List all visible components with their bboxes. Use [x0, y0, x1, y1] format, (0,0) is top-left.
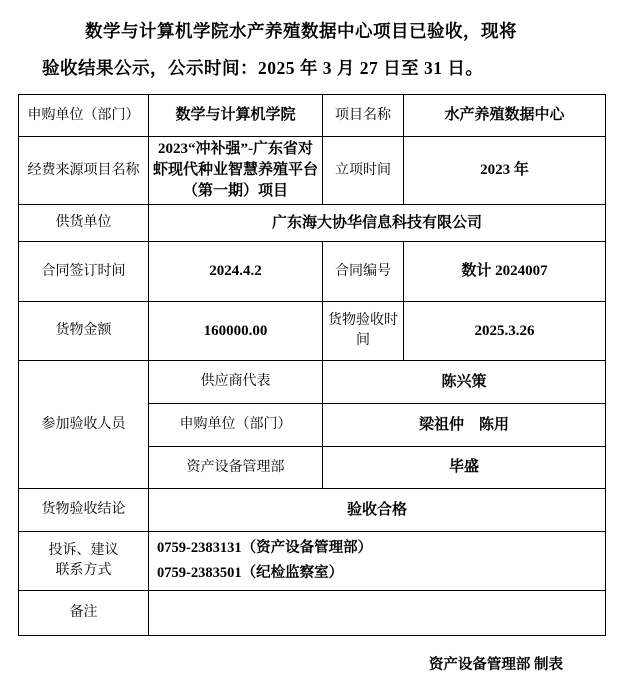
remark-label: 备注	[19, 591, 149, 636]
goods-amount-value: 160000.00	[149, 302, 323, 361]
notice-header-line2: 验收结果公示，公示时间：2025 年 3 月 27 日至 31 日。	[42, 58, 484, 78]
goods-acceptance-time-label: 货物验收时间	[323, 302, 404, 361]
fund-source-value: 2023“冲补强”-广东省对虾现代种业智慧养殖平台（第一期）项目	[149, 137, 323, 205]
complaint-contact-label-line2: 联系方式	[55, 563, 112, 578]
supplier-rep-value: 陈兴策	[323, 361, 606, 404]
table-row	[19, 205, 606, 242]
complaint-contact-value	[149, 532, 606, 591]
supplier-label: 供货单位	[19, 205, 149, 242]
table-row	[19, 302, 606, 361]
table-row	[19, 591, 606, 636]
acceptance-conclusion-label: 货物验收结论	[19, 489, 149, 532]
participants-label: 参加验收人员	[19, 361, 149, 489]
complaint-phone-line2: 0759-2383501（纪检监察室）	[157, 565, 344, 581]
complaint-contact-label-line1: 投诉、建议	[48, 543, 119, 558]
complaint-contact-label	[19, 532, 149, 591]
table-row	[19, 242, 606, 302]
goods-amount-label: 货物金额	[19, 302, 149, 361]
supplier-value: 广东海大协华信息科技有限公司	[149, 205, 606, 242]
table-row	[19, 489, 606, 532]
remark-value	[149, 591, 606, 636]
purchase-dept-rep-value: 梁祖仲 陈用	[323, 404, 606, 447]
document-page	[0, 13, 623, 675]
complaint-phone-line1: 0759-2383131（资产设备管理部）	[157, 540, 373, 556]
approval-time-value: 2023 年	[404, 137, 606, 205]
table-row	[19, 532, 606, 591]
project-name-label: 项目名称	[323, 95, 404, 137]
purchase-dept-rep-label: 申购单位（部门）	[149, 404, 323, 447]
project-name-value: 水产养殖数据中心	[404, 95, 606, 137]
table-maker-signature: 资产设备管理部 制表	[428, 657, 563, 673]
purchase-unit-value: 数学与计算机学院	[149, 95, 323, 137]
goods-acceptance-time-value: 2025.3.26	[404, 302, 606, 361]
purchase-unit-label: 申购单位（部门）	[19, 95, 149, 137]
asset-dept-rep-value: 毕盛	[323, 447, 606, 489]
approval-time-label: 立项时间	[323, 137, 404, 205]
notice-header-line1: 数学与计算机学院水产养殖数据中心项目已验收，现将	[85, 21, 517, 41]
table-row	[19, 361, 606, 404]
table-row	[19, 95, 606, 137]
fund-source-label: 经费来源项目名称	[19, 137, 149, 205]
asset-dept-rep-label: 资产设备管理部	[149, 447, 323, 489]
table-row	[19, 137, 606, 205]
contract-number-value: 数计 2024007	[404, 242, 606, 302]
contract-sign-time-value: 2024.4.2	[149, 242, 323, 302]
supplier-rep-label: 供应商代表	[149, 361, 323, 404]
contract-sign-time-label: 合同签订时间	[19, 242, 149, 302]
contract-number-label: 合同编号	[323, 242, 404, 302]
acceptance-table	[18, 94, 606, 636]
notice-header	[42, 13, 605, 87]
acceptance-conclusion-value: 验收合格	[149, 489, 606, 532]
